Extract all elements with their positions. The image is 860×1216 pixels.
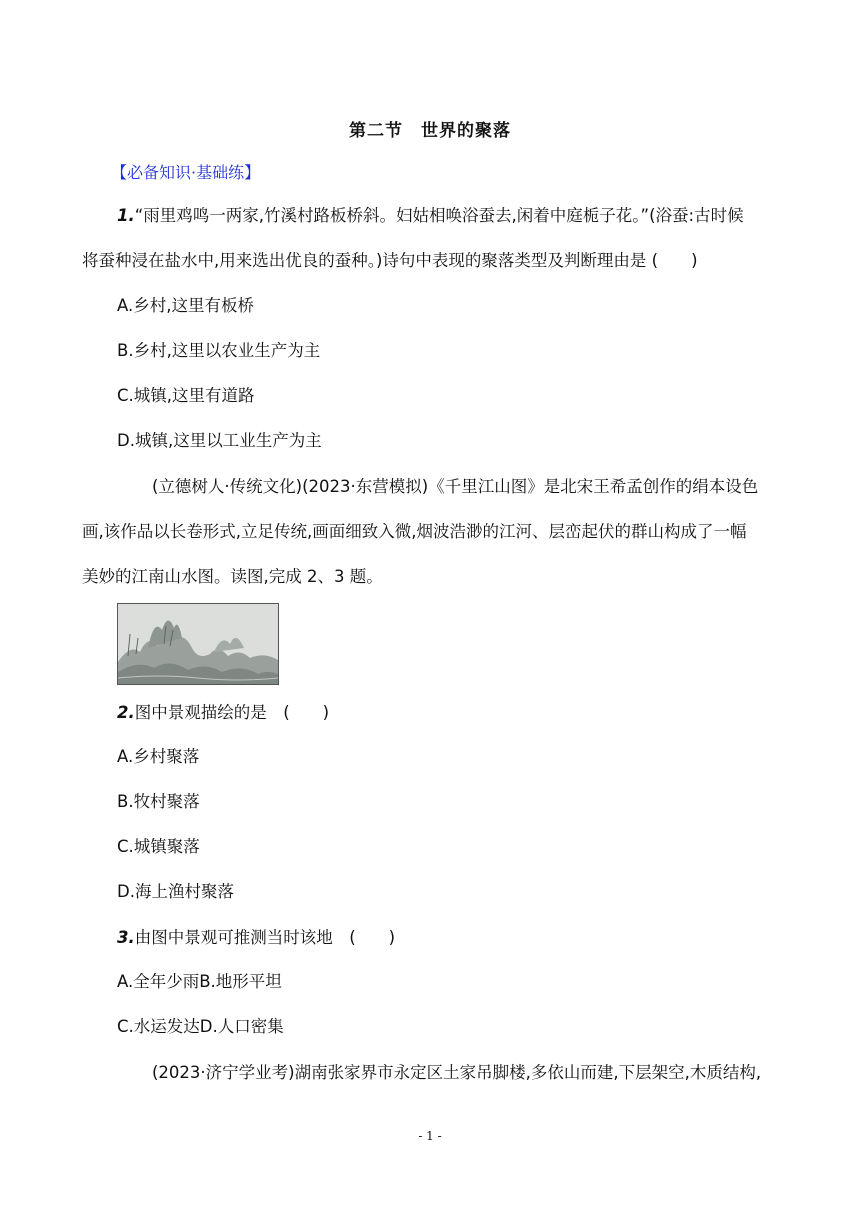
option-a: A.乡村,这里有板桥	[117, 296, 254, 315]
question-2	[117, 702, 329, 724]
option-cd: C.水运发达D.人口密集	[117, 1017, 284, 1036]
question-1	[117, 205, 744, 227]
option-c: C.城镇聚落	[117, 837, 200, 856]
question-number: 2.	[117, 703, 135, 722]
option-c: C.城镇,这里有道路	[117, 386, 255, 405]
section-heading: 【必备知识·基础练】	[111, 163, 261, 182]
page-title: 第二节 世界的聚落	[349, 121, 511, 141]
option-b: B.牧村聚落	[117, 792, 200, 811]
question-2-text: 图中景观描绘的是 ( )	[134, 703, 330, 722]
passage-line-1: (立德树人·传统文化)(2023·东营模拟)《千里江山图》是北宋王希孟创作的绢本设色	[152, 477, 759, 496]
question-3	[117, 927, 395, 949]
passage-line-3: 美妙的江南山水图。读图,完成 2、3 题。	[82, 567, 383, 586]
option-d: D.城镇,这里以工业生产为主	[117, 431, 322, 450]
option-a: A.乡村聚落	[117, 747, 200, 766]
question-1-line-2: 将蚕种浸在盐水中,用来选出优良的蚕种。)诗句中表现的聚落类型及判断理由是 ( )	[82, 251, 698, 270]
passage-2-line-1: (2023·济宁学业考)湖南张家界市永定区土家吊脚楼,多依山而建,下层架空,木质结构,	[152, 1063, 762, 1082]
question-1-line-1: “雨里鸡鸣一两家,竹溪村路板桥斜。妇姑相唤浴蚕去,闲着中庭栀子花。”(浴蚕:古时候	[134, 206, 744, 225]
question-3-text: 由图中景观可推测当时该地 ( )	[134, 928, 396, 947]
passage-line-2: 画,该作品以长卷形式,立足传统,画面细致入微,烟波浩渺的江河、层峦起伏的群山构成了一幅	[82, 522, 747, 541]
option-d: D.海上渔村聚落	[117, 882, 234, 901]
question-number: 3.	[117, 928, 135, 947]
page-number: - 1 -	[418, 1129, 442, 1143]
option-ab: A.全年少雨B.地形平坦	[117, 972, 282, 991]
option-b: B.乡村,这里以农业生产为主	[117, 341, 321, 360]
landscape-painting-image	[117, 603, 279, 685]
question-number: 1.	[117, 206, 135, 225]
